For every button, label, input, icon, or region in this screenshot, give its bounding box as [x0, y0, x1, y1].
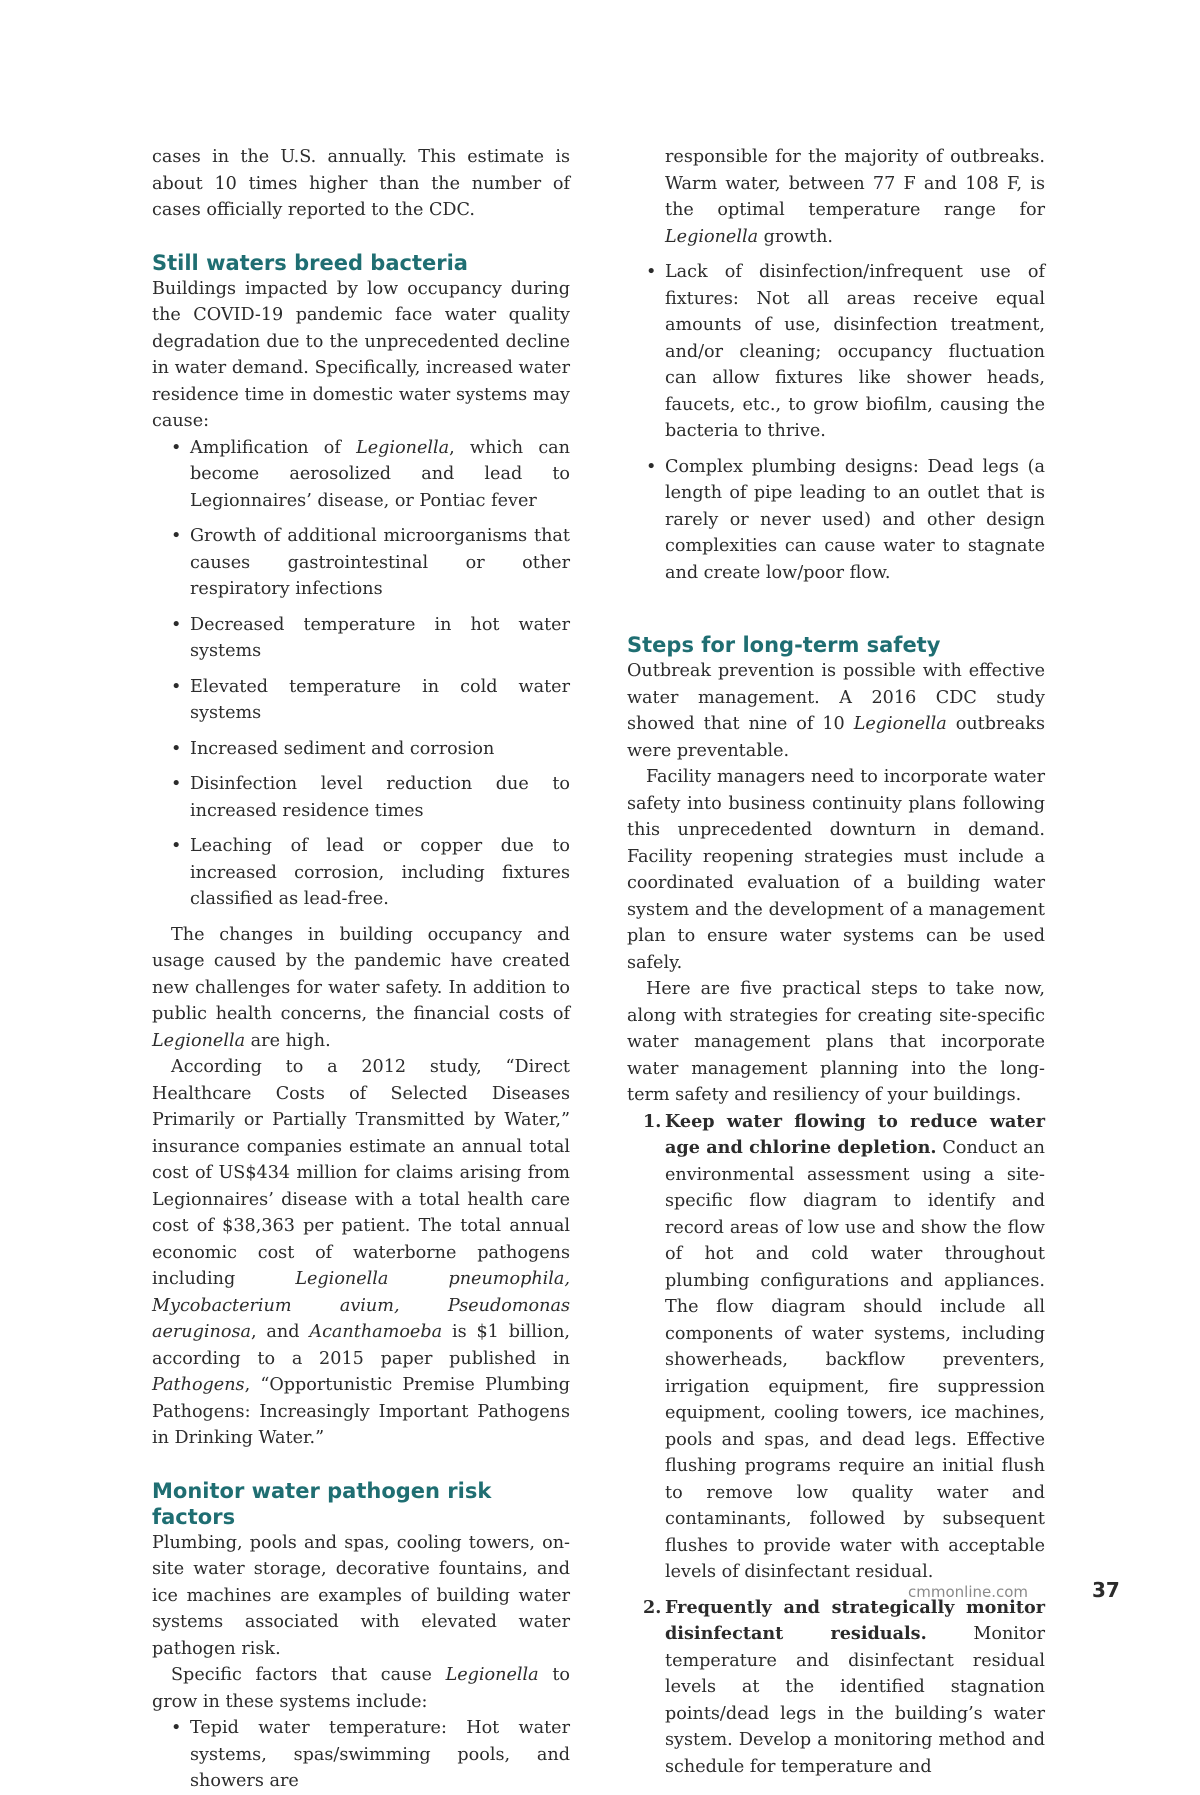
- list-item: • Amplification of Legionella, which can become aerosolized and lead to Legionnaires’ disease, or Pontiac fever: [171, 437, 570, 511]
- specific-factors-paragraph: Specific factors that cause Legionella to grow in these systems include:: [152, 1665, 570, 1712]
- five-steps-paragraph: Here are five practical steps to take now, along with strategies for creating site-specific water management plans that incorporate water management planning into the long-term safety and resiliency of your buildings.: [627, 979, 1045, 1105]
- risk-factors-list-continued: [627, 144, 1045, 586]
- footer-website: cmmonline.com: [908, 1583, 1029, 1601]
- occupancy-effects-list: [152, 435, 570, 913]
- risk-factors-paragraph: Plumbing, pools and spas, cooling towers, on-site water storage, decorative fountains, and ice machines are examples of building water systems associated with elevated water pathogen risk.: [152, 1532, 570, 1659]
- page-number: 37: [1092, 1578, 1120, 1602]
- list-item: • Elevated temperature in cold water systems: [171, 676, 570, 723]
- costs-paragraph: According to a 2012 study, “Direct Healthcare Costs of Selected Diseases Primarily or Partially Transmitted by Water,” insurance companies estimate an annual total cost of US$434 million for claims arising from Legionnaires’ disease with a total health care cost of $38,363 per patient. The total annual economic cost of waterborne pathogens including Legionella pneumophila, Mycobacterium avium, Pseudomonas aeruginosa, and Acanthamoeba is $1 billion, according to a 2015 paper published in Pathogens, “Opportunistic Premise Plumbing Pathogens: Increasingly Important Pathogens in Drinking Water.”: [152, 1057, 570, 1448]
- section-heading-long-term-safety: Steps for long-term safety: [627, 633, 941, 657]
- list-item: 1. Keep water flowing to reduce water age and chlorine depletion. Conduct an environmental assessment using a site-specific flow diagram to identify and record areas of low use and show the flow of hot and cold water throughout plumbing configurations and appliances. The flow diagram should include all components of water systems, including showerheads, backflow preventers, irrigation equipment, fire suppression equipment, cooling towers, ice machines, pools and spas, and dead legs. Effective flushing programs require an initial flush to remove low quality water and contaminants, followed by subsequent flushes to provide water with acceptable levels of disinfectant residual.: [643, 1110, 1045, 1582]
- list-item: • Leaching of lead or copper due to increased corrosion, including fixtures classified as lead-free.: [171, 836, 570, 909]
- list-item: • Growth of additional microorganisms that causes gastrointestinal or other respiratory infections: [171, 526, 570, 599]
- list-item: • Complex plumbing designs: Dead legs (a length of pipe leading to an outlet that is rarely or never used) and other design complexities can cause water to stagnate and create low/poor flow.: [646, 456, 1045, 583]
- list-item: 2. Frequently and strategically monitor disinfectant residuals. Monitor temperature and disinfectant residual levels at the identified stagnation points/dead legs in the building’s water system. Develop a monitoring method and schedule for temperature and: [643, 1596, 1045, 1777]
- intro-paragraph: cases in the U.S. annually. This estimate is about 10 times higher than the number of cases officially reported to the CDC.: [152, 147, 570, 220]
- list-item: • Disinfection level reduction due to increased residence times: [171, 774, 570, 821]
- still-waters-paragraph: Buildings impacted by low occupancy during the COVID-19 pandemic face water quality degradation due to the unprecedented decline in water demand. Specifically, increased water residence time in domestic water systems may cause:: [152, 278, 570, 431]
- facility-managers-paragraph: Facility managers need to incorporate water safety into business continuity plans following this unprecedented downturn in demand. Facility reopening strategies must include a coordinated evaluation of a building water system and the development of a management plan to ensure water systems can be used safely.: [627, 767, 1045, 973]
- risk-factors-list: [152, 1715, 570, 1795]
- left-column: [152, 144, 570, 1795]
- section-heading-risk-factors: Monitor water pathogen risk factors: [152, 1478, 492, 1529]
- list-item: • Lack of disinfection/infrequent use of fixtures: Not all areas receive equal amounts of use, disinfection treatment, and/or cleaning; occupancy fluctuation can allow fixtures like shower heads, faucets, etc., to grow biofilm, causing the bacteria to thrive.: [646, 262, 1045, 441]
- right-column: [627, 144, 1045, 1789]
- steps-list: [627, 1109, 1045, 1781]
- section-heading-still-waters: Still waters breed bacteria: [152, 250, 468, 275]
- list-item: • Decreased temperature in hot water systems: [171, 614, 570, 661]
- list-item: • Increased sediment and corrosion: [171, 738, 495, 759]
- challenges-paragraph: The changes in building occupancy and usage caused by the pandemic have created new challenges for water safety. In addition to public health concerns, the financial costs of Legionella are high.: [152, 924, 570, 1051]
- outbreak-prevention-paragraph: Outbreak prevention is possible with effective water management. A 2016 CDC study showed that nine of 10 Legionella outbreaks were preventable.: [627, 661, 1045, 761]
- list-item: responsible for the majority of outbreaks. Warm water, between 77 F and 108 F, is the optimal temperature range for Legionella growth.: [665, 147, 1045, 247]
- list-item: • Tepid water temperature: Hot water systems, spas/swimming pools, and showers are: [171, 1718, 570, 1791]
